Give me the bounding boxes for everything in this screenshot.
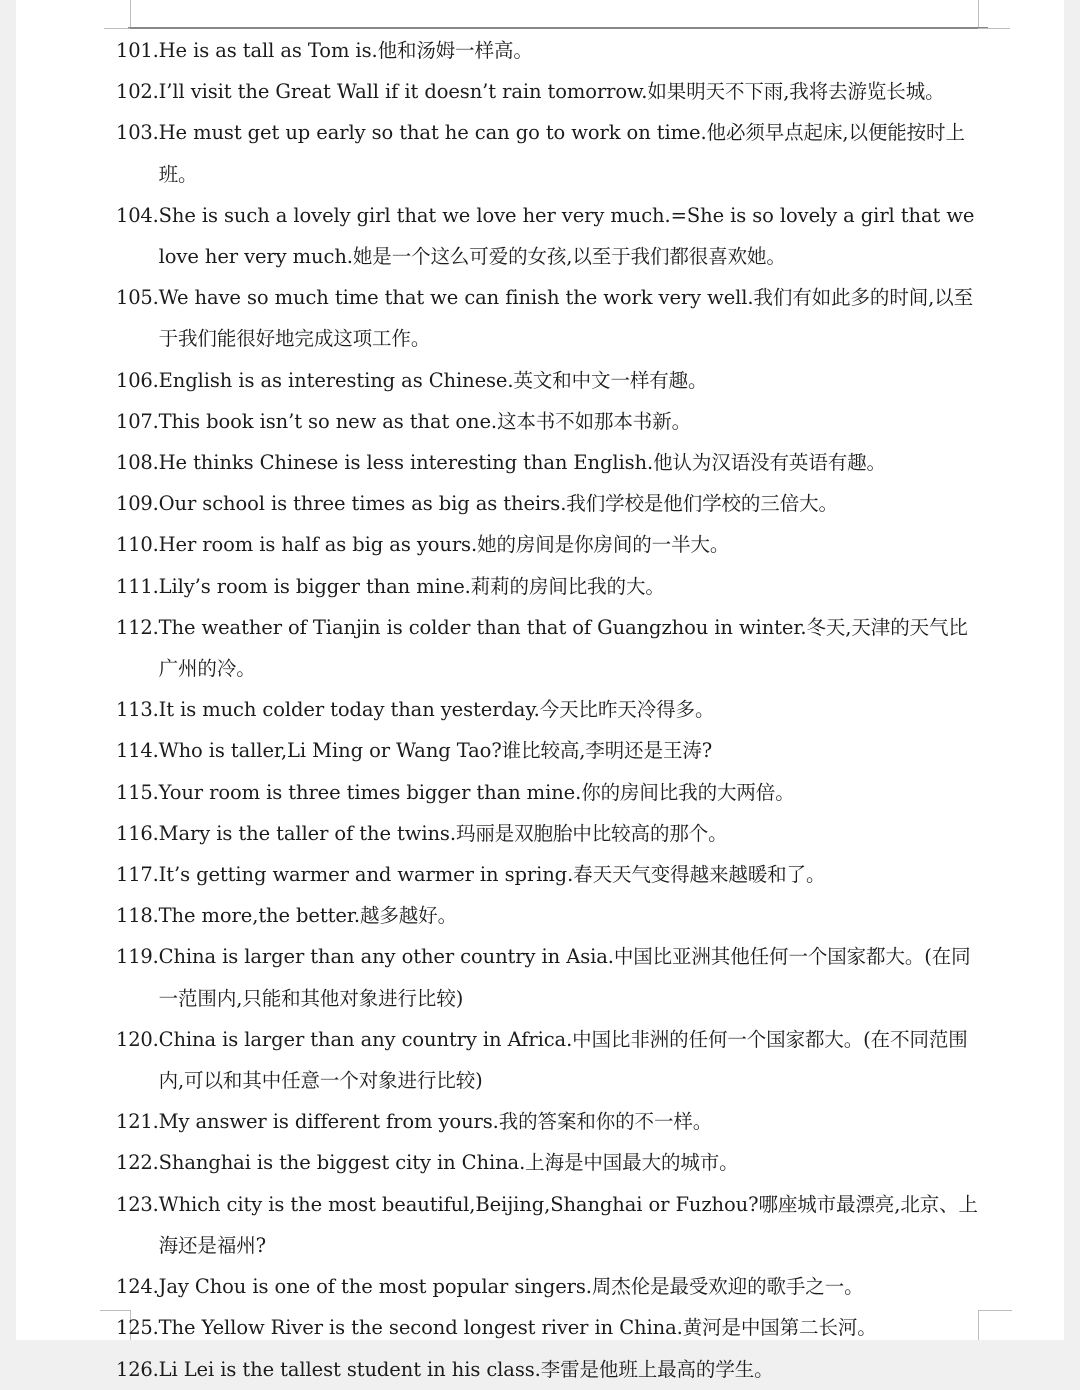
sentence-number: 101.: [116, 39, 159, 62]
sentence-item-113: [116, 689, 986, 730]
sentence-number: 126.: [116, 1357, 159, 1381]
sentence-number: 111.: [116, 574, 159, 598]
sentence-item-122: [116, 1142, 986, 1183]
sentence-text: This book isn’t so new as that one.这本书不如那本书新。: [158, 409, 692, 433]
sentence-number: 118.: [116, 904, 159, 928]
sentence-text: I’ll visit the Great Wall if it doesn’t rain tomorrow.如果明天不下雨,我将去游览长城。: [158, 80, 945, 104]
sentence-item-104: [116, 195, 986, 277]
sentence-item-119: [116, 936, 986, 1018]
sentence-item-111: [116, 566, 986, 607]
sentence-list: [116, 30, 986, 1390]
sentence-number: 109.: [116, 492, 159, 516]
sentence-text: He must get up early so that he can go to work on time.他必须早点起床,以便能按时上班。: [158, 121, 965, 186]
sentence-item-124: [116, 1266, 986, 1307]
sentence-text: Our school is three times as big as theirs.我们学校是他们学校的三倍大。: [158, 492, 838, 516]
sentence-text: He thinks Chinese is less interesting than English.他认为汉语没有英语有趣。: [158, 451, 886, 475]
sentence-number: 107.: [116, 409, 159, 433]
margin-mark: [978, 0, 979, 28]
sentence-text: Shanghai is the biggest city in China.上海是中国最大的城市。: [158, 1151, 739, 1175]
sentence-number: 124.: [116, 1275, 159, 1299]
margin-mark: [130, 0, 131, 28]
sentence-text: English is as interesting as Chinese.英文和中文一样有趣。: [158, 368, 708, 392]
sentence-number: 110.: [116, 533, 159, 557]
sentence-number: 113.: [116, 698, 159, 722]
sentence-text: It’s getting warmer and warmer in spring.春天天气变得越来越暖和了。: [158, 863, 826, 887]
sentence-number: 122.: [116, 1151, 159, 1175]
sentence-item-117: [116, 854, 986, 895]
sentence-item-118: [116, 895, 986, 936]
sentence-number: 117.: [116, 863, 159, 887]
sentence-text: Her room is half as big as yours.她的房间是你房间的一半大。: [158, 533, 730, 557]
sentence-item-114: [116, 730, 986, 771]
sentence-number: 120.: [116, 1027, 159, 1051]
sentence-number: 105.: [116, 286, 159, 310]
sentence-item-116: [116, 813, 986, 854]
sentence-item-121: [116, 1101, 986, 1142]
sentence-text: Li Lei is the tallest student in his class.李雷是他班上最高的学生。: [158, 1357, 774, 1381]
sentence-item-103: [116, 112, 986, 194]
sentence-item-126: [116, 1349, 986, 1390]
sentence-number: 106.: [116, 368, 159, 392]
sentence-number: 103.: [116, 121, 159, 145]
sentence-text: My answer is different from yours.我的答案和你的不一样。: [158, 1110, 713, 1134]
sentence-text: China is larger than any other country in Asia.中国比亚洲其他任何一个国家都大。(在同一范围内,只能和其他对象进行比较): [158, 945, 971, 1010]
sentence-text: China is larger than any country in Africa.中国比非洲的任何一个国家都大。(在不同范围内,可以和其中任意一个对象进行比较): [158, 1027, 968, 1093]
sentence-item-110: [116, 524, 986, 565]
sentence-text: Jay Chou is one of the most popular singers.周杰伦是最受欢迎的歌手之一。: [158, 1275, 864, 1299]
sentence-text: The more,the better.越多越好。: [158, 904, 457, 928]
sentence-number: 115.: [116, 780, 159, 804]
sentence-text: We have so much time that we can finish the work very well.我们有如此多的时间,以至于我们能很好地完成这项工作。: [158, 286, 974, 351]
sentence-text: He is as tall as Tom is.他和汤姆一样高。: [158, 39, 533, 62]
sentence-number: 112.: [116, 615, 159, 639]
sentence-text: Lily’s room is bigger than mine.莉莉的房间比我的大。: [158, 574, 665, 598]
sentence-text: She is such a lovely girl that we love her very much.=She is so lovely a girl that we love her very much.她是一个这么可爱的女孩,以至于我们都很喜欢她。: [158, 203, 975, 269]
sentence-number: 125.: [116, 1316, 159, 1340]
sentence-item-109: [116, 483, 986, 524]
sentence-number: 108.: [116, 451, 159, 475]
margin-mark: [978, 28, 1010, 29]
sentence-number: 116.: [116, 821, 159, 845]
sentence-item-106: [116, 360, 986, 401]
sentence-item-112: [116, 607, 986, 689]
sentence-text: Mary is the taller of the twins.玛丽是双胞胎中比较高的那个。: [158, 821, 728, 845]
sentence-item-123: [116, 1184, 986, 1266]
sentence-item-125: [116, 1307, 986, 1348]
sentence-number: 119.: [116, 945, 159, 969]
sentence-number: 123.: [116, 1192, 159, 1216]
sentence-item-101: [116, 30, 986, 71]
sentence-item-120: [116, 1019, 986, 1101]
sentence-text: It is much colder today than yesterday.今天比昨天冷得多。: [158, 698, 715, 722]
sentence-item-108: [116, 442, 986, 483]
sentence-number: 121.: [116, 1110, 159, 1134]
sentence-text: Your room is three times bigger than mine.你的房间比我的大两倍。: [158, 780, 795, 804]
sentence-number: 102.: [116, 80, 159, 104]
sentence-number: 104.: [116, 203, 159, 227]
sentence-text: Which city is the most beautiful,Beijing,Shanghai or Fuzhou?哪座城市最漂亮,北京、上海还是福州?: [158, 1192, 978, 1257]
sentence-item-115: [116, 772, 986, 813]
page-top-rule: [128, 27, 988, 29]
margin-mark: [104, 28, 130, 29]
sentence-item-102: [116, 71, 986, 112]
sentence-text: The weather of Tianjin is colder than that of Guangzhou in winter.冬天,天津的天气比广州的冷。: [158, 615, 968, 681]
sentence-item-105: [116, 277, 986, 359]
sentence-text: Who is taller,Li Ming or Wang Tao?谁比较高,李明还是王涛?: [158, 739, 713, 763]
sentence-item-107: [116, 401, 986, 442]
sentence-text: The Yellow River is the second longest river in China.黄河是中国第二长河。: [158, 1316, 877, 1340]
sentence-number: 114.: [116, 739, 159, 763]
